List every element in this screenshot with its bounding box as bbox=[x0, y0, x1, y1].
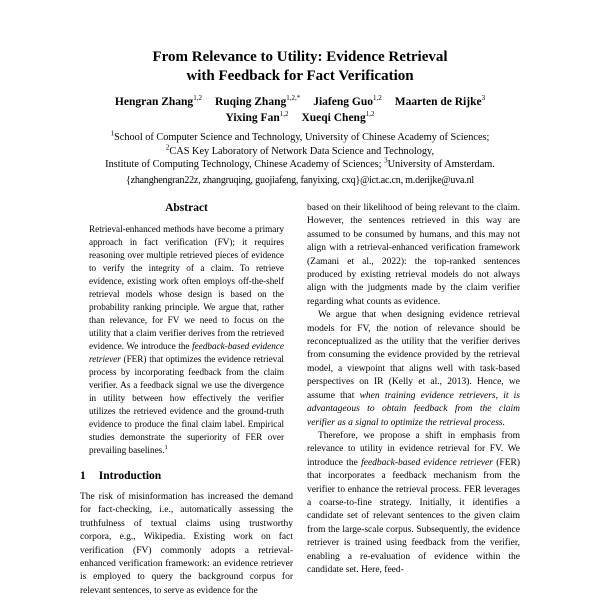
affiliation-block bbox=[0, 131, 600, 186]
author-name: Xueqi Cheng bbox=[301, 111, 366, 124]
section-number: 1 bbox=[80, 470, 86, 482]
affiliation-line-2: $^2$CAS Key Laboratory of Network Data Science and Technology, bbox=[165, 143, 435, 157]
left-column bbox=[80, 202, 293, 598]
author-line-2 bbox=[0, 111, 600, 127]
author-affil-marker: 1,2 bbox=[365, 110, 375, 119]
author-name: Jiafeng Guo bbox=[313, 96, 373, 109]
author-affil-marker: 1,2,* bbox=[286, 94, 301, 103]
abstract-text: Retrieval-enhanced methods have become a primary approach in fact verification (FV); it requires reasoning over multiple retrieved pieces of evidence to verify the integrity of a claim. To retrieve evidence, existing work often employs off-the-shelf retrieval models whose design is based on the probability ranking principle. We argue that, rather than relevance, for FV we need to focus on the utility that a claim verifier derives from the retrieved evidence. We introduce the feedback-based evidence retriever (FER) that optimizes the evidence retrieval process by incorporating feedback from the claim verifier. As a feedback signal we use the divergence in utility between how effectively the verifier utilizes the retrieved evidence and the ground-truth evidence to produce the final claim label. Empirical studies demonstrate the superiority of FER over prevailing baselines.$^1$ bbox=[89, 224, 284, 455]
author-affil-marker: 1,2 bbox=[372, 94, 382, 103]
body-paragraph-3: Therefore, we propose a shift in emphasis from relevance to utility in evidence retrieval for FV. We introduce the feedback-based evidence retriever (FER) that incorporates a feedback mechanism from the verifier to enhance the retrieval process. FER leverages a coarse-to-fine strategy. Initially, it identifies a candidate set of relevant sentences to the given claim from the large-scale corpus. Subsequently, the evidence retriever is trained using feedback from the verifier, enabling a re-evaluation of evidence within the candidate set. Here, feed- bbox=[307, 430, 520, 575]
affiliation-line-3: Institute of Computing Technology, Chinese Academy of Sciences; $^3$University of Amsterdam. bbox=[105, 156, 495, 171]
author-name: Maarten de Rijke bbox=[394, 96, 482, 109]
section-title: Introduction bbox=[98, 470, 162, 482]
title-line-2: with Feedback for Fact Verification bbox=[186, 68, 414, 85]
email-line: {zhanghengran22z, zhangruqing, guojiafeng, fanyixing, cxq}@ict.ac.cn, m.derijke@uva.nl bbox=[126, 174, 474, 186]
author-affil-marker: 1,2 bbox=[279, 110, 289, 119]
affiliation-line-1: $^1$School of Computer Science and Technology, University of Chinese Academy of Sciences; bbox=[110, 129, 490, 144]
title-line-1: From Relevance to Utility: Evidence Retrieval bbox=[152, 49, 448, 65]
intro-paragraph: The risk of misinformation has increased the demand for fact-checking, i.e., automatically assessing the truthfulness of textual claims using trustworthy corpora, e.g., Wikipedia. Existing work on fact verification (FV) commonly adopts a retrieval-enhanced verification framework: an evidence retriever is employed to query the background corpus for relevant sentences, to serve as evidence for the bbox=[80, 492, 293, 596]
author-line-1 bbox=[0, 95, 600, 111]
paper-header bbox=[0, 48, 600, 187]
author-name: Ruqing Zhang bbox=[214, 96, 287, 109]
introduction-heading bbox=[80, 470, 293, 482]
right-column bbox=[307, 202, 520, 577]
abstract-heading: Abstract bbox=[165, 202, 208, 214]
author-name: Hengran Zhang bbox=[114, 96, 194, 109]
author-list bbox=[0, 95, 600, 126]
body-paragraph-1: based on their likelihood of being relevant to the claim. However, the sentences retrieved in this way are assumed to be consumed by humans, and this may not align with a retrieval-enhanced verification framework (Zamani et al., 2022): the top-ranked sentences produced by existing retrieval models do not always align with the judgments made by the claim verifier regarding what counts as evidence. bbox=[307, 203, 520, 307]
author-hengran-zhang bbox=[115, 95, 202, 111]
paper-title bbox=[0, 48, 600, 86]
author-affil-marker: 1,2 bbox=[193, 94, 202, 103]
author-name: Yixing Fan bbox=[225, 111, 280, 124]
author-ruqing-zhang bbox=[215, 95, 300, 111]
author-yixing-fan bbox=[226, 111, 289, 127]
author-xueqi-cheng bbox=[301, 111, 374, 127]
author-jiafeng-guo bbox=[313, 95, 382, 111]
author-maarten-de-rijke bbox=[395, 95, 485, 111]
body-paragraph-2: We argue that when designing evidence retrieval models for FV, the notion of relevance should be reconceptualized as the utility that the verifier derives from consuming the evidence provided by the retrieval model, a viewpoint that aligns well with task-based perspectives on IR (Kelly et al., 2013). Hence, we assume that when training evidence retrievers, it is advantageous to obtain feedback from the claim verifier as a signal to optimize the retrieval process. bbox=[307, 310, 520, 428]
author-affil-marker: 3 bbox=[481, 94, 486, 103]
